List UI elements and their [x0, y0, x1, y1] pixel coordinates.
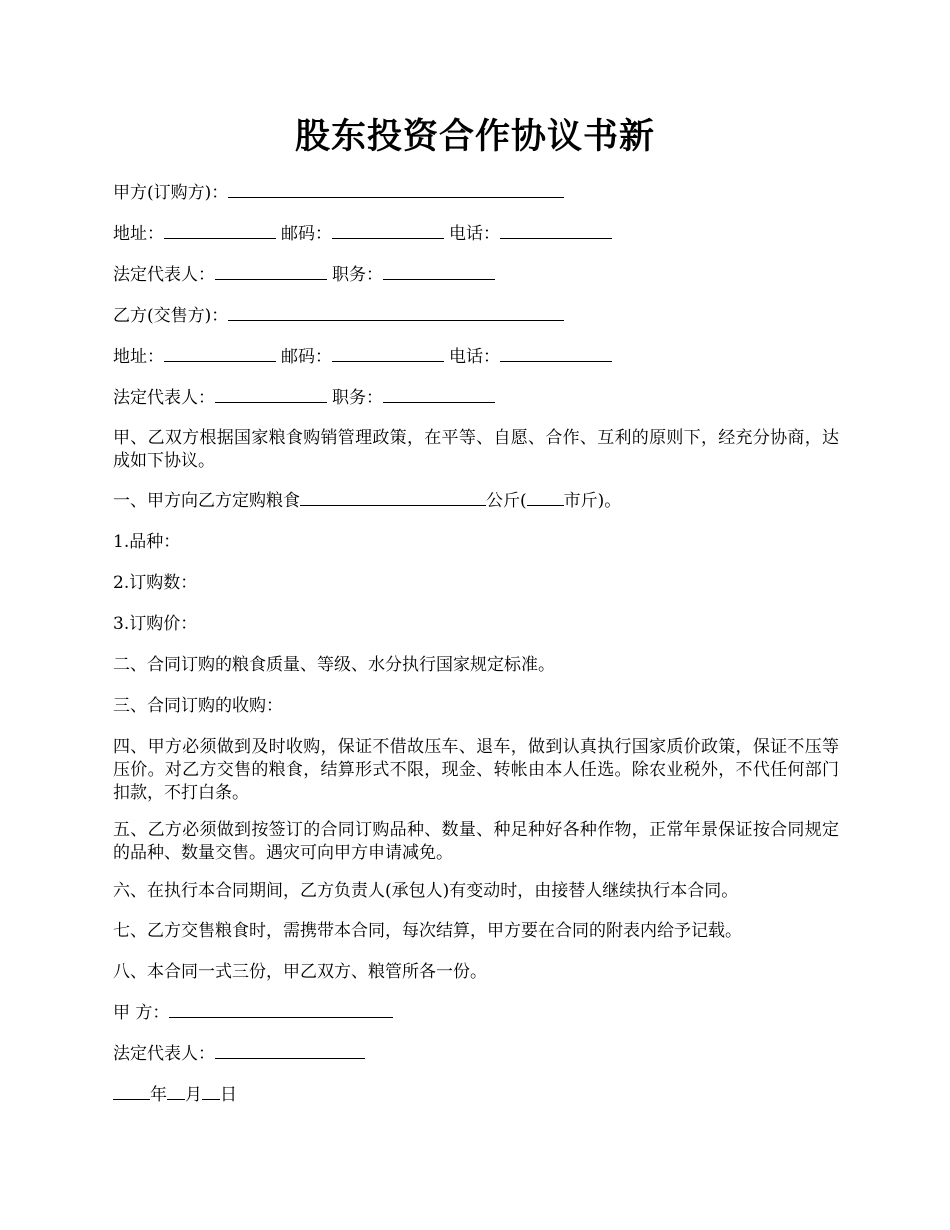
sign-party-a-blank	[169, 1001, 393, 1018]
position-label: 职务：	[332, 388, 383, 408]
address-blank	[164, 345, 276, 362]
clause-6: 六、在执行本合同期间，乙方负责人(承包人)有变动时，由接替人继续执行本合同。	[113, 881, 739, 901]
address-label: 地址：	[113, 224, 164, 244]
sign-party-a-label: 甲 方：	[113, 1003, 170, 1023]
clause-1-text: 一、甲方向乙方定购粮食	[113, 491, 300, 511]
party-b-rep-line	[113, 386, 839, 410]
party-b-label: 乙方(交售方)：	[113, 306, 229, 326]
party-a-rep-line	[113, 263, 839, 287]
item-price: 3.订购价：	[113, 614, 198, 634]
phone-label: 电话：	[449, 347, 500, 367]
clause-1-jin: 市斤)。	[563, 491, 622, 511]
day-label: 日	[220, 1085, 237, 1105]
jin-blank	[527, 489, 564, 506]
party-b-blank	[228, 304, 564, 321]
document-title: 股东投资合作协议书新	[294, 116, 655, 157]
sign-legal-rep-label: 法定代表人：	[113, 1044, 215, 1064]
month-label: 月	[185, 1085, 202, 1105]
postcode-blank	[332, 345, 444, 362]
party-b-address-line	[113, 345, 839, 369]
clause-3: 三、合同订购的收购：	[113, 696, 283, 716]
sign-party-a-line	[113, 1001, 839, 1025]
postcode-blank	[332, 222, 444, 239]
day-blank	[202, 1083, 220, 1100]
legal-rep-blank	[215, 386, 327, 403]
postcode-label: 邮码：	[281, 347, 332, 367]
date-line	[113, 1083, 839, 1107]
clause-4: 四、甲方必须做到及时收购，保证不借故压车、退车，做到认真执行国家质价政策，保证不压等压价。对乙方交售的粮食，结算形式不限，现金、转帐由本人任选。除农业税外，不代任何部门扣款，不打白条。	[113, 737, 839, 803]
postcode-label: 邮码：	[281, 224, 332, 244]
party-b-line	[113, 304, 839, 328]
position-blank	[383, 263, 495, 280]
legal-rep-label: 法定代表人：	[113, 388, 215, 408]
position-label: 职务：	[332, 265, 383, 285]
year-blank	[113, 1083, 150, 1100]
legal-rep-blank	[215, 263, 327, 280]
sign-legal-rep-blank	[215, 1042, 365, 1059]
party-a-line	[113, 181, 839, 205]
address-blank	[164, 222, 276, 239]
intro-paragraph: 甲、乙双方根据国家粮食购销管理政策，在平等、自愿、合作、互利的原则下，经充分协商，达成如下协议。	[113, 428, 839, 471]
position-blank	[383, 386, 495, 403]
item-variety: 1.品种：	[113, 532, 181, 552]
sign-legal-rep-line	[113, 1042, 839, 1066]
month-blank	[167, 1083, 185, 1100]
party-a-address-line	[113, 222, 839, 246]
party-a-label: 甲方(订购方)：	[113, 183, 229, 203]
clause-5: 五、乙方必须做到按签订的合同订购品种、数量、种足种好各种作物，正常年景保证按合同规定的品种、数量交售。遇灾可向甲方申请减免。	[113, 820, 839, 863]
address-label: 地址：	[113, 347, 164, 367]
phone-blank	[500, 222, 612, 239]
clause-8: 八、本合同一式三份，甲乙双方、粮管所各一份。	[113, 962, 487, 982]
legal-rep-label: 法定代表人：	[113, 265, 215, 285]
year-label: 年	[150, 1085, 167, 1105]
clause-2: 二、合同订购的粮食质量、等级、水分执行国家规定标准。	[113, 655, 555, 675]
phone-label: 电话：	[449, 224, 500, 244]
kg-blank	[300, 489, 486, 506]
clause-7: 七、乙方交售粮食时，需携带本合同，每次结算，甲方要在合同的附表内给予记载。	[113, 921, 742, 941]
phone-blank	[500, 345, 612, 362]
item-quantity: 2.订购数：	[113, 573, 198, 593]
party-a-blank	[228, 181, 564, 198]
clause-1	[113, 489, 839, 513]
clause-1-kg: 公斤(	[486, 491, 527, 511]
